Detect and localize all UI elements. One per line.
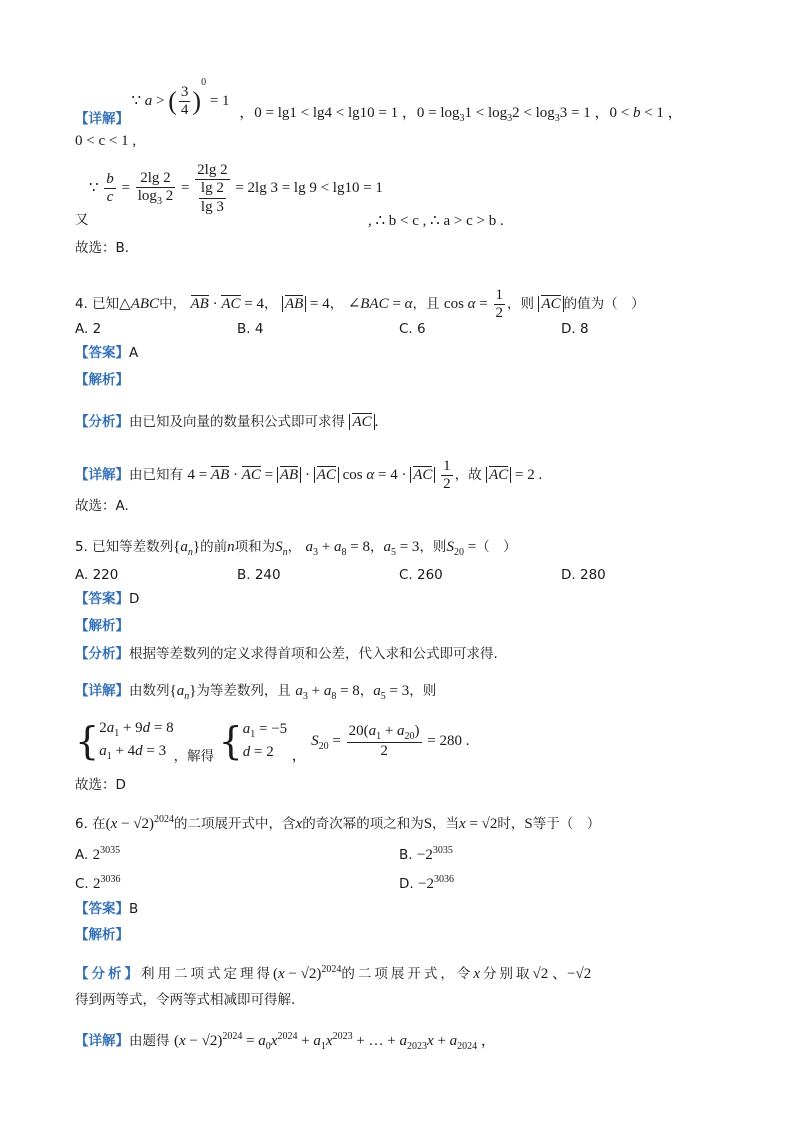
q3-math-1: ∵ a > ( $\frac{3}{4}$ )$^0$ = 1 [131,77,234,119]
q4-stem: 4. 已知△ABC中， AB · AC = 4， AB = 4， ∠BAC = α，且 cos α = $\frac{1}{2}$ ，则 AC 的值为（ ） [75,287,645,322]
q6-fenxi-line2: 得到两等式，令两等式相减即可得解. [75,992,296,1008]
q3-frac-line: ∵ $\frac{b}{c}$ = $\frac{2\lg 2}{\log_3 2}$ = $\frac{2\lg 2}{\frac{\lg 2}{\lg 3}}$ = 2lg 3 = lg 9 < lg10 = 1 [89,162,383,215]
q5-system-line: {$2a_1 + 9d = 8$ $a_1 + 4d = 3$ ，解得 {$a_1 = -5$ d = 2 ， $S_{20}$ = $\frac{20(a_1 + a_{20})}{2}$ = 280 . [75,719,470,765]
q6-answer-line: 【答案】B [75,901,139,917]
detail-tag: 【详解】 [75,111,129,128]
q3-line2: 0 < c < 1 , [75,133,137,149]
q4-option-c: C. 6 [399,321,426,337]
q4-choose: 故选：A. [75,498,129,514]
q6-answer: B [129,901,139,917]
answer-tag: 【答案】 [75,345,129,361]
q5-stem: 5. 已知等差数列$\{a_n\}$的前n项和为$S_n$， $a_3 + a_8 = 8$，$a_5 = 3$，则$S_{20}$ =（ ） [75,539,517,558]
q6-option-a: A. $2^{3035}$ [75,845,121,863]
q6-analysis-tag: 【解析】 [75,927,129,943]
q5-fenxi-line: 【分析】根据等差数列的定义求得首项和公差，代入求和公式即可求得. [75,646,498,662]
q6-fenxi-line1: 【分析】利用二项式定理得$(x - √2)^{2024}$的二项展开式，令x分别取√2 、−√2 [75,964,592,982]
q5-analysis-tag: 【解析】 [75,618,129,634]
q4-answer-line [75,346,138,361]
q4-fenxi-line: 【分析】由已知及向量的数量积公式即可求得 AC . [75,414,379,430]
q5-option-b: B. 240 [237,567,281,583]
q6-stem: 6. 在$(x - √2)^{2024}$的二项展开式中，含x的奇次幂的项之和为S，当x = √2时，S等于（ ） [75,814,601,832]
q5-answer: D [129,591,140,607]
q5-option-d: D. 280 [561,567,606,583]
q4-detail-line: 【详解】由已知有 4 = AB · AC = AB · AC cos α = 4 · AC $\frac{1}{2}$ ，故 AC = 2 . [75,458,543,493]
q3-choose: 故选：B. [75,240,130,256]
q4-analysis-tag: 【解析】 [75,372,129,388]
q6-option-d: D. $-2^{3036}$ [399,874,454,892]
q6-option-c: C. $2^{3036}$ [75,874,121,892]
q4-option-d: D. 8 [561,321,589,337]
q3-you: 又 [75,212,89,228]
q4-option-b: B. 4 [237,321,264,337]
q3-math-2: ，0 = lg1 < lg4 < lg10 = 1 ，$0 = \log_31 < \log_32 < \log_33 = 1$ ，0 < b < 1 ， [239,105,683,125]
q3-detail-line [75,77,683,128]
q5-detail-line: 【详解】由数列$\{a_n\}$为等差数列，且 $a_3 + a_8 = 8$，$a_5 = 3$，则 [75,683,437,702]
q4-option-a: A. 2 [75,321,102,337]
q6-detail-line: 【详解】由题得 $(x - √2)^{2024} = a_0x^{2024} + a_1x^{2023}$ + … + $a_{2023}x + a_{2024}$ ， [75,1031,496,1052]
q4-answer: A [129,345,139,361]
q5-choose: 故选：D [75,777,126,793]
q3-conclusion: , ∴ b < c , ∴ a > c > b . [368,213,504,229]
q5-option-a: A. 220 [75,567,119,583]
q5-option-c: C. 260 [399,567,443,583]
q5-answer-line: 【答案】D [75,591,140,607]
q6-option-b: B. $-2^{3035}$ [399,845,453,863]
